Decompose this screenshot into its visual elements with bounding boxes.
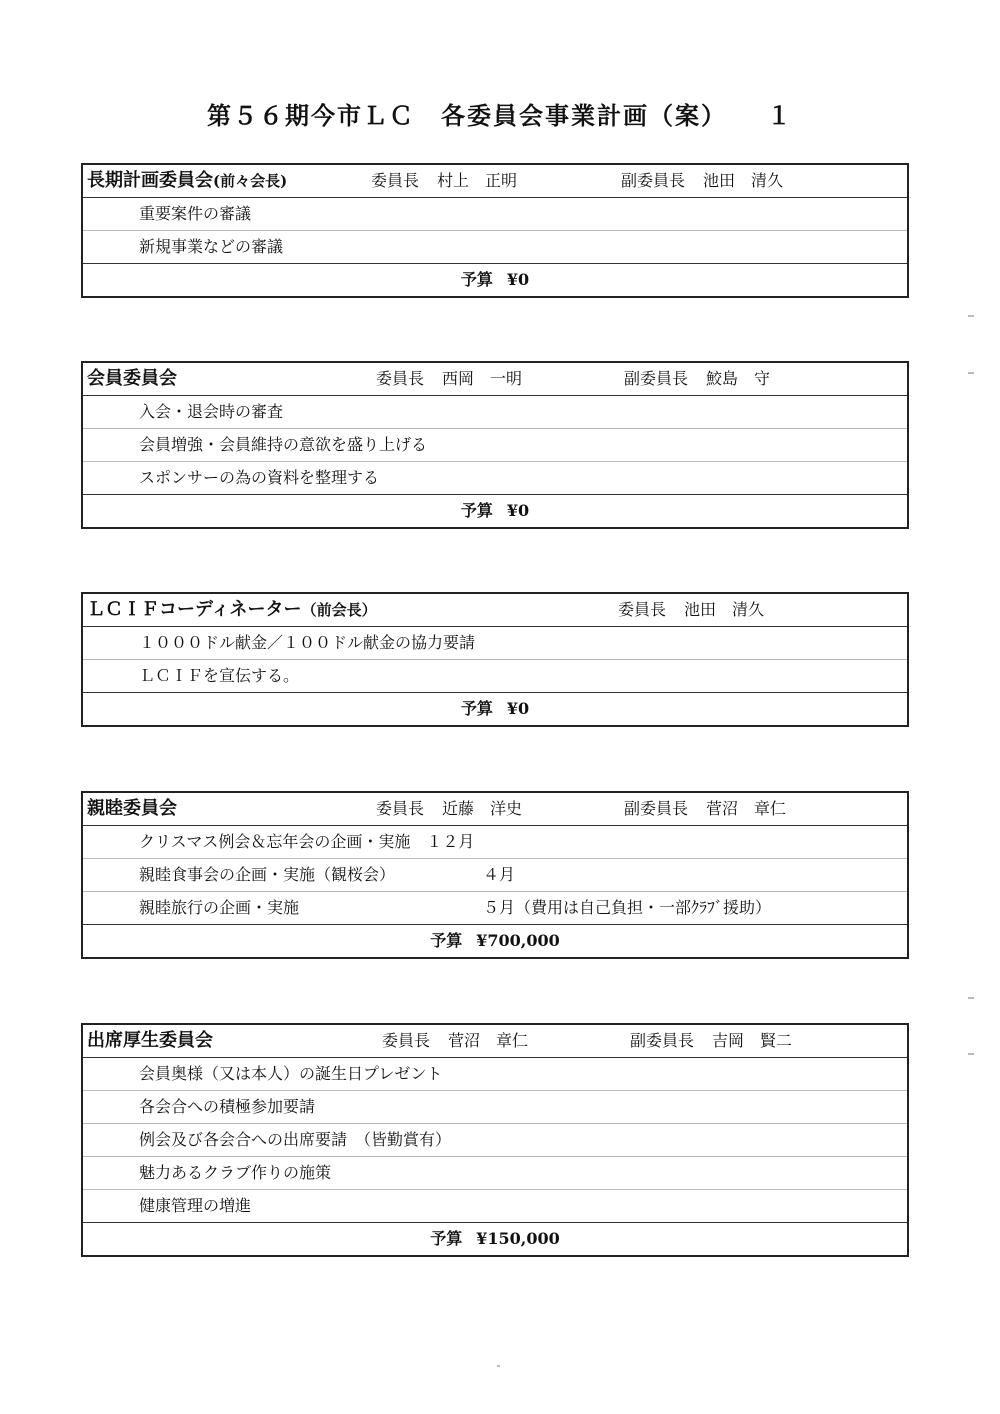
scan-mark [968, 372, 974, 374]
budget-row [83, 692, 907, 725]
vice-chair [621, 165, 783, 197]
committee-name [87, 1025, 213, 1057]
plan-item [83, 892, 907, 924]
chair-label: 委員長 [382, 1031, 431, 1050]
vice-chair-name: 菅沼 章仁 [706, 799, 787, 818]
plan-item-schedule: ４月 [483, 865, 516, 884]
chair-name: 村上 正明 [437, 171, 518, 190]
chair [376, 793, 522, 825]
committee-membership [81, 361, 909, 529]
committee-fellowship [81, 791, 909, 959]
plan-item [83, 1091, 907, 1124]
vice-chair-label: 副委員長 [624, 369, 689, 388]
plan-item-text: １０００ドル献金／１００ドル献金の協力要請 [139, 633, 476, 652]
vice-chair [630, 1025, 792, 1057]
budget-value: ¥0 [506, 699, 530, 718]
committee-name-text: 長期計画委員会 [87, 170, 213, 191]
plan-item-text: ＬＣＩＦを宣伝する。 [139, 666, 300, 685]
plan-item [83, 627, 907, 660]
plan-item-text: 親睦旅行の企画・実施 [139, 898, 300, 917]
chair-label: 委員長 [371, 171, 420, 190]
budget-value: ¥0 [506, 270, 530, 289]
chair [618, 594, 764, 626]
vice-chair-name: 吉岡 賢二 [712, 1031, 793, 1050]
committee-note: (前々会長) [213, 172, 288, 190]
budget-value: ¥700,000 [476, 931, 560, 950]
page-number: １ [767, 101, 793, 130]
committee-note: （前会長） [301, 601, 377, 619]
budget-row [83, 924, 907, 957]
committee-header [83, 363, 907, 396]
vice-chair-name: 池田 清久 [703, 171, 784, 190]
budget-row [83, 494, 907, 527]
scan-mark [968, 315, 974, 317]
plan-item [83, 826, 907, 859]
plan-item [83, 429, 907, 462]
plan-item-text: 会員奥様（又は本人）の誕生日プレゼント [139, 1064, 443, 1083]
plan-item [83, 198, 907, 231]
plan-item-text: 親睦食事会の企画・実施（観桜会） [139, 865, 396, 884]
chair-name: 菅沼 章仁 [448, 1031, 529, 1050]
plan-item [83, 1058, 907, 1091]
scan-mark [968, 997, 974, 999]
plan-item-text: 魅力あるクラブ作りの施策 [139, 1163, 332, 1182]
chair-name: 池田 清久 [684, 600, 765, 619]
chair [382, 1025, 528, 1057]
page-title [0, 96, 1000, 131]
plan-item-schedule: ５月（費用は自己負担・一部ｸﾗﾌﾞ援助） [483, 898, 772, 917]
plan-item-text: 新規事業などの審議 [139, 237, 284, 256]
plan-item-text: 会員増強・会員維持の意欲を盛り上げる [139, 435, 428, 454]
vice-chair-label: 副委員長 [621, 171, 686, 190]
plan-item-text: 例会及び各会合への出席要請 （皆勤賞有） [139, 1130, 452, 1149]
plan-item [83, 859, 907, 892]
committee-name [87, 165, 287, 197]
chair-name: 近藤 洋史 [442, 799, 523, 818]
committee-lcif-coordinator [81, 592, 909, 727]
plan-item [83, 1157, 907, 1190]
plan-item [83, 1190, 907, 1222]
committee-name-text: 親睦委員会 [87, 798, 177, 819]
vice-chair-label: 副委員長 [624, 799, 689, 818]
scan-mark [968, 1053, 974, 1055]
chair-name: 西岡 一明 [442, 369, 523, 388]
vice-chair [624, 363, 770, 395]
committee-name-text: ＬＣＩＦコーディネーター [87, 599, 302, 620]
plan-item-text: 各会合への積極参加要請 [139, 1097, 316, 1116]
budget-row [83, 263, 907, 296]
budget-label: 予算 [460, 270, 493, 289]
budget-label: 予算 [430, 1229, 463, 1248]
chair [371, 165, 517, 197]
plan-item-text: クリスマス例会＆忘年会の企画・実施 １２月 [139, 832, 475, 851]
chair-label: 委員長 [618, 600, 667, 619]
chair-label: 委員長 [376, 799, 425, 818]
committee-header [83, 793, 907, 826]
committee-long-term-planning [81, 163, 909, 298]
plan-item-text: 健康管理の増進 [139, 1196, 252, 1215]
plan-item-text: 入会・退会時の審査 [139, 402, 284, 421]
plan-item [83, 660, 907, 692]
plan-item-text: スポンサーの為の資料を整理する [139, 468, 380, 487]
committee-attendance-welfare [81, 1023, 909, 1257]
plan-item [83, 396, 907, 429]
title-text: 第５６期今市ＬＣ 各委員会事業計画（案） [207, 101, 727, 130]
committee-header [83, 594, 907, 627]
plan-item [83, 231, 907, 263]
budget-label: 予算 [460, 699, 493, 718]
plan-item [83, 1124, 907, 1157]
committee-name [87, 594, 377, 626]
vice-chair [624, 793, 786, 825]
scan-mark [497, 1365, 500, 1367]
committee-header [83, 1025, 907, 1058]
budget-label: 予算 [430, 931, 463, 950]
vice-chair-label: 副委員長 [630, 1031, 695, 1050]
committee-name-text: 会員委員会 [87, 368, 177, 389]
committee-name [87, 363, 177, 395]
budget-label: 予算 [460, 501, 493, 520]
committee-header [83, 165, 907, 198]
chair-label: 委員長 [376, 369, 425, 388]
committee-name [87, 793, 177, 825]
vice-chair-name: 鮫島 守 [706, 369, 771, 388]
budget-value: ¥150,000 [476, 1229, 560, 1248]
committee-name-text: 出席厚生委員会 [87, 1030, 213, 1051]
budget-value: ¥0 [506, 501, 530, 520]
chair [376, 363, 522, 395]
plan-item-text: 重要案件の審議 [139, 204, 252, 223]
budget-row [83, 1222, 907, 1255]
plan-item [83, 462, 907, 494]
